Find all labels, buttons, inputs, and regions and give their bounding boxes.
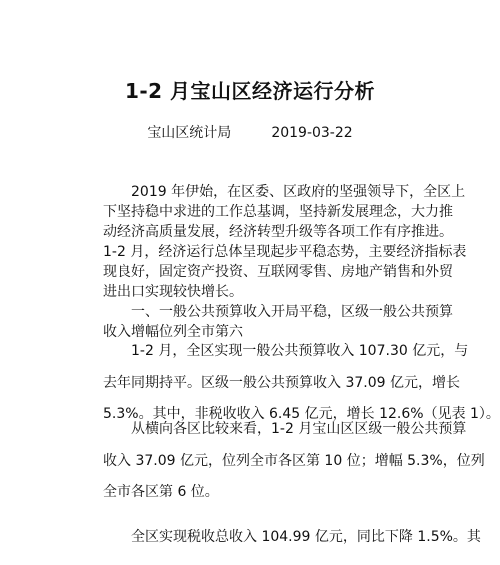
text-line: 收入增幅位列全市第六 [103, 324, 243, 340]
paragraph-intro [103, 182, 467, 302]
text-line: 去年同期持平。区级一般公共预算收入 37.09 亿元，增长 [103, 374, 460, 391]
document-author: 宝山区统计局 [147, 125, 232, 141]
document-meta [0, 123, 500, 143]
paragraph-tax-revenue [103, 522, 481, 554]
text-line: 下坚持稳中求进的工作总基调，坚持新发展理念，大力推 [103, 204, 453, 220]
paragraph-district-comparison [103, 414, 485, 509]
text-line: 收入 37.09 亿元，位列全市各区第 10 位；增幅 5.3%，位列 [103, 452, 485, 469]
text-line: 5.3%。其中，非税收收入 6.45 亿元，增长 12.6%（见表 1）。 [103, 406, 500, 422]
text-line: 1-2 月，全区实现一般公共预算收入 107.30 亿元，与 [103, 343, 469, 359]
text-line: 2019 年伊始，在区委、区政府的坚强领导下，全区上 [103, 184, 466, 200]
document-title: 1-2 月宝山区经济运行分析 [124, 79, 376, 103]
document-date: 2019-03-22 [271, 125, 353, 141]
text-line: 现良好，固定资产投资、互联网零售、房地产销售和外贸 [103, 264, 453, 280]
text-line: 从横向各区比较来看，1-2 月宝山区区级一般公共预算 [103, 421, 467, 437]
text-line: 一、一般公共预算收入开局平稳，区级一般公共预算 [103, 304, 453, 320]
text-line: 1-2 月，经济运行总体呈现起步平稳态势，主要经济指标表 [103, 244, 467, 260]
text-line: 全区实现税收总收入 104.99 亿元，同比下降 1.5%。其 [103, 529, 481, 545]
text-line: 进出口实现较快增长。 [103, 284, 243, 300]
text-line: 动经济高质量发展，经济转型升级等各项工作有序推进。 [103, 224, 453, 240]
text-line: 全市各区第 6 位。 [103, 484, 219, 500]
